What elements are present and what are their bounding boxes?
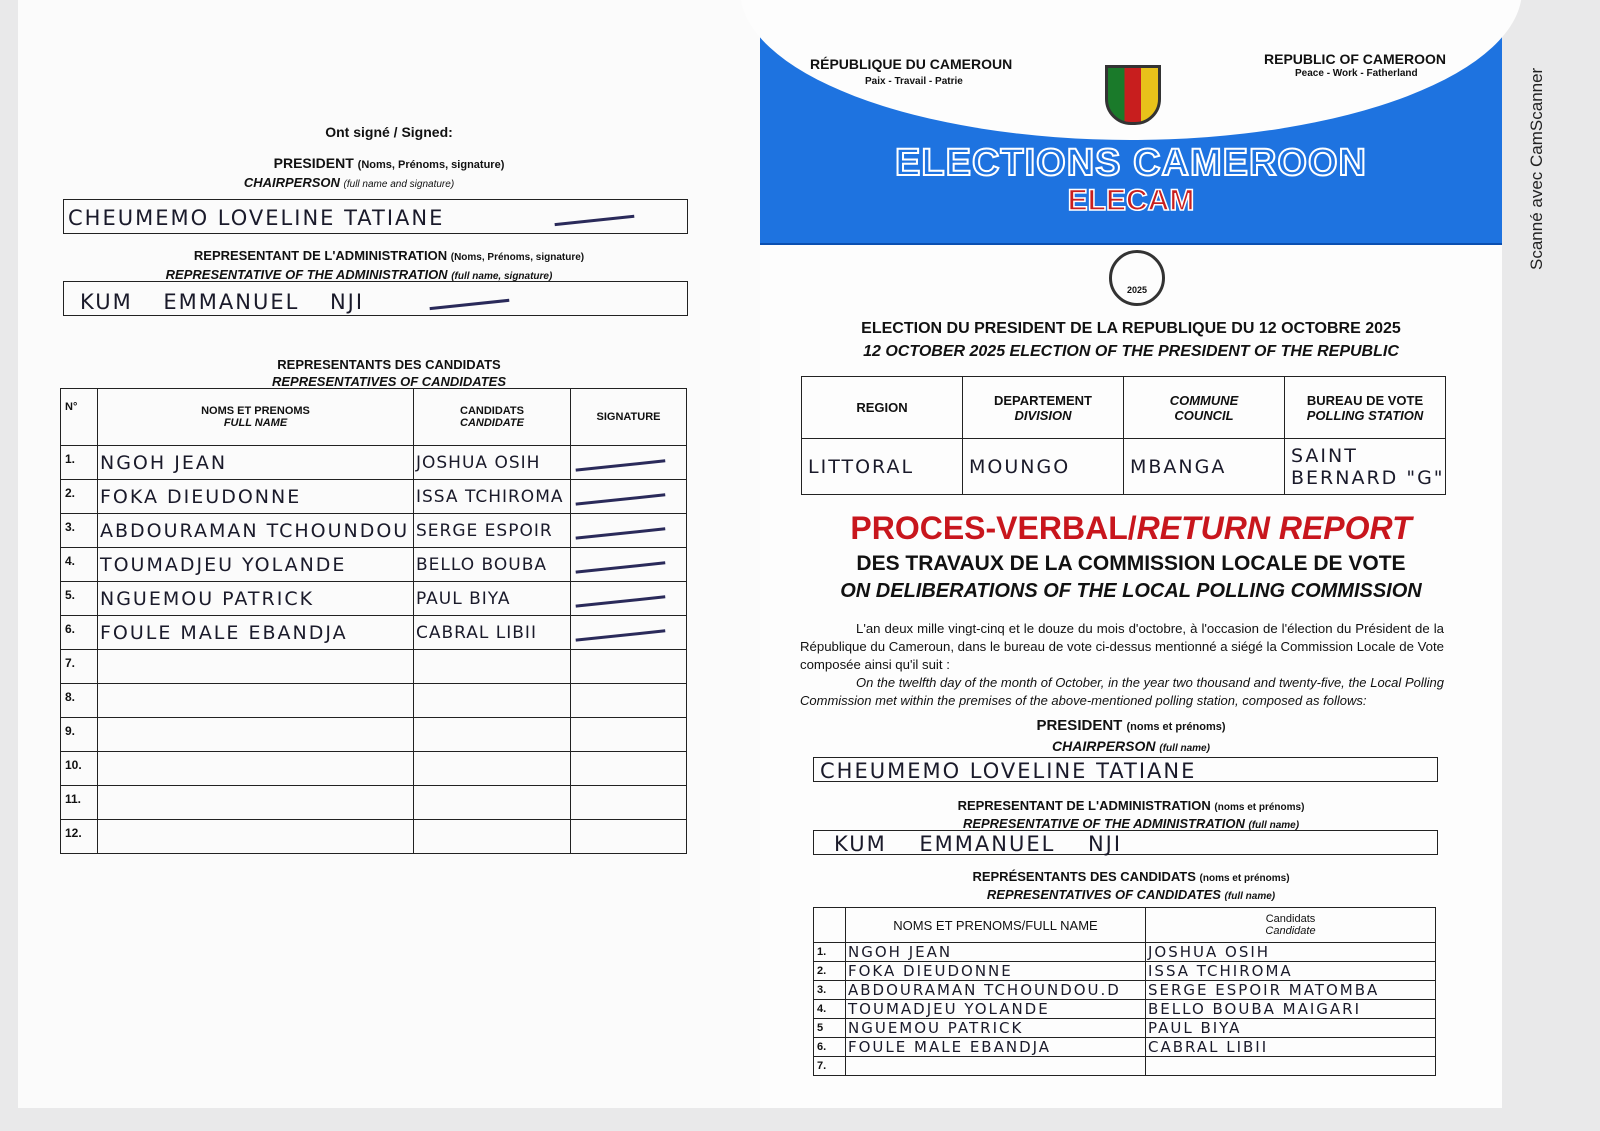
republic-en: REPUBLIC OF CAMEROON bbox=[1264, 51, 1446, 67]
rep-name: NGUEMOU PATRICK bbox=[846, 1019, 1146, 1038]
table-row bbox=[814, 981, 1436, 1000]
candidate-name: PAUL BIYA bbox=[414, 582, 571, 616]
admin-signature bbox=[429, 290, 510, 310]
candidate-name: JOSHUA OSIH bbox=[414, 446, 571, 480]
chairperson-note: (full name) bbox=[1159, 743, 1210, 754]
candidate-name: CABRAL LIBII bbox=[1146, 1038, 1436, 1057]
subtitle-en: ON DELIBERATIONS OF THE LOCAL POLLING COMMISSION bbox=[840, 580, 1422, 602]
chairperson-label: CHAIRPERSON bbox=[243, 175, 340, 190]
republic-fr: RÉPUBLIQUE DU CAMEROUN bbox=[810, 56, 1013, 72]
signature-cell bbox=[571, 514, 687, 548]
col-name-fr: NOMS ET PRENOMS bbox=[201, 405, 310, 417]
candidate-name bbox=[414, 684, 571, 718]
table-row bbox=[61, 480, 687, 514]
signature-mark bbox=[575, 518, 666, 539]
motto-en: Peace - Work - Fatherland bbox=[1295, 68, 1418, 79]
signature-mark bbox=[575, 450, 666, 471]
admin-value: KUM EMMANUEL NJI bbox=[834, 832, 1123, 856]
reps-note-en: (full name) bbox=[1224, 891, 1276, 902]
header-fr: DEPARTEMENT bbox=[994, 392, 1092, 408]
candidate-name bbox=[414, 820, 571, 854]
pv-title-en: RETURN REPORT bbox=[1136, 510, 1412, 546]
candidate-name bbox=[414, 752, 571, 786]
admin-field[interactable] bbox=[813, 830, 1438, 855]
candidate-name: BELLO BOUBA MAIGARI bbox=[1146, 1000, 1436, 1019]
rep-name: FOKA DIEUDONNE bbox=[98, 480, 414, 514]
candidate-name: SERGE ESPOIR bbox=[414, 514, 571, 548]
table-row bbox=[61, 820, 687, 854]
table-row bbox=[814, 1019, 1436, 1038]
admin-label-en: REPRESENTATIVE OF THE ADMINISTRATION bbox=[962, 816, 1245, 831]
header-fr: COMMUNE bbox=[1169, 392, 1239, 408]
row-number: 11. bbox=[61, 786, 98, 820]
row-number: 4. bbox=[61, 548, 98, 582]
row-number: 7. bbox=[61, 650, 98, 684]
rep-name bbox=[98, 820, 414, 854]
rep-name: FOKA DIEUDONNE bbox=[846, 962, 1146, 981]
signed-heading: Ont signé / Signed: bbox=[325, 124, 453, 140]
rep-name: FOULE MALE EBANDJA bbox=[846, 1038, 1146, 1057]
col-cand-en: CANDIDATE bbox=[460, 417, 524, 429]
signature-cell bbox=[571, 480, 687, 514]
table-row bbox=[61, 650, 687, 684]
col-name bbox=[98, 389, 414, 446]
row-number: 3. bbox=[61, 514, 98, 548]
rep-name: TOUMADJEU YOLANDE bbox=[846, 1000, 1146, 1019]
admin-label-en: REPRESENTATIVE OF THE ADMINISTRATION bbox=[165, 267, 448, 282]
col-candidate bbox=[1146, 908, 1436, 943]
location-value: MBANGA bbox=[1124, 439, 1285, 495]
rep-name bbox=[98, 718, 414, 752]
signature-cell bbox=[571, 684, 687, 718]
motto-fr: Paix - Travail - Patrie bbox=[865, 76, 963, 87]
header-en: POLLING STATION bbox=[1306, 407, 1424, 423]
col-cand-fr: CANDIDATS bbox=[460, 405, 524, 417]
header-en: DIVISION bbox=[1014, 407, 1072, 423]
camscanner-watermark: Scanné avec CamScanner bbox=[1527, 67, 1546, 270]
president-signature bbox=[554, 206, 635, 226]
pv-title-fr: PROCES-VERBAL/ bbox=[850, 510, 1137, 546]
col-no bbox=[814, 908, 846, 943]
admin-label: REPRESENTANT DE L'ADMINISTRATION bbox=[957, 798, 1211, 813]
admin-note-en: (full name, signature) bbox=[451, 271, 553, 282]
org-short: ELECAM bbox=[1067, 184, 1195, 217]
admin-note: (noms et prénoms) bbox=[1214, 802, 1305, 813]
rep-name: NGOH JEAN bbox=[846, 943, 1146, 962]
candidate-reps-table bbox=[60, 388, 687, 854]
signature-cell bbox=[571, 446, 687, 480]
candidate-name: SERGE ESPOIR MATOMBA bbox=[1146, 981, 1436, 1000]
rep-name bbox=[98, 752, 414, 786]
rep-name: NGOH JEAN bbox=[98, 446, 414, 480]
candidate-name: CABRAL LIBII bbox=[414, 616, 571, 650]
row-number: 5. bbox=[61, 582, 98, 616]
signature-mark bbox=[575, 552, 666, 573]
table-row bbox=[814, 1057, 1436, 1076]
location-header bbox=[963, 377, 1124, 439]
rep-name bbox=[98, 786, 414, 820]
president-value: CHEUMEMO LOVELINE TATIANE bbox=[68, 206, 445, 230]
president-label: PRESIDENT bbox=[1036, 717, 1123, 734]
col-candidate bbox=[414, 389, 571, 446]
row-number: 10. bbox=[61, 752, 98, 786]
location-header bbox=[802, 377, 963, 439]
president-note: (Noms, Prénoms, signature) bbox=[357, 159, 505, 171]
president-field[interactable] bbox=[813, 757, 1438, 782]
rep-name bbox=[846, 1057, 1146, 1076]
table-row bbox=[814, 1038, 1436, 1057]
table-row bbox=[61, 582, 687, 616]
header-fr: BUREAU DE VOTE bbox=[1306, 392, 1424, 408]
candidate-name bbox=[414, 718, 571, 752]
admin-field[interactable] bbox=[63, 281, 688, 316]
reps-note: (noms et prénoms) bbox=[1199, 873, 1290, 884]
elecam-seal-icon: 2025 bbox=[1109, 250, 1165, 306]
col-cand-fr: Candidats bbox=[1265, 913, 1316, 925]
candidate-name: ISSA TCHIROMA bbox=[414, 480, 571, 514]
president-field[interactable] bbox=[63, 199, 688, 234]
candidate-name: JOSHUA OSIH bbox=[1146, 943, 1436, 962]
table-row bbox=[61, 548, 687, 582]
row-number: 7. bbox=[814, 1057, 846, 1076]
location-value: MOUNGO bbox=[963, 439, 1124, 495]
row-number: 6. bbox=[814, 1038, 846, 1057]
signature-cell bbox=[571, 752, 687, 786]
signature-cell bbox=[571, 548, 687, 582]
row-number: 2. bbox=[61, 480, 98, 514]
row-number: 1. bbox=[814, 943, 846, 962]
table-row bbox=[61, 514, 687, 548]
table-row bbox=[814, 943, 1436, 962]
rep-name: ABDOURAMAN TCHOUNDOU.D bbox=[846, 981, 1146, 1000]
location-header bbox=[1285, 377, 1446, 439]
row-number: 8. bbox=[61, 684, 98, 718]
location-table bbox=[801, 376, 1446, 495]
header-en: COUNCIL bbox=[1174, 407, 1234, 423]
admin-value: KUM EMMANUEL NJI bbox=[80, 290, 365, 314]
candidate-name: ISSA TCHIROMA bbox=[1146, 962, 1436, 981]
president-note: (noms et prénoms) bbox=[1126, 721, 1226, 733]
right-page bbox=[760, 0, 1502, 1108]
admin-label: REPRESENTANT DE L'ADMINISTRATION bbox=[193, 248, 448, 263]
reps-heading: REPRÉSENTANTS DES CANDIDATS bbox=[972, 869, 1196, 884]
chairperson-note: (full name and signature) bbox=[343, 179, 455, 190]
row-number: 9. bbox=[61, 718, 98, 752]
reps-heading-en: REPRESENTATIVES OF CANDIDATES bbox=[986, 887, 1221, 902]
president-value: CHEUMEMO LOVELINE TATIANE bbox=[820, 759, 1197, 783]
table-row bbox=[61, 684, 687, 718]
paragraph-fr: L'an deux mille vingt-cinq et le douze du mois d'octobre, à l'occasion de l'élection du Président de la République du Cameroun, dans le bureau de vote ci-dessus mentionné a siégé la Commission Locale de Vote composée ainsi qu'il suit : bbox=[800, 621, 1444, 672]
signature-mark bbox=[575, 586, 666, 607]
row-number: 2. bbox=[814, 962, 846, 981]
location-value: SAINT BERNARD "G" bbox=[1285, 439, 1446, 495]
candidate-name bbox=[414, 786, 571, 820]
signature-cell bbox=[571, 582, 687, 616]
table-row bbox=[61, 786, 687, 820]
signature-cell bbox=[571, 786, 687, 820]
paragraph-en: On the twelfth day of the month of October, in the year two thousand and twenty-five, the Local Polling Commission met within the premises of the above-mentioned polling station, composed as follows: bbox=[800, 675, 1444, 708]
candidate-name: BELLO BOUBA bbox=[414, 548, 571, 582]
table-row bbox=[61, 446, 687, 480]
header-fr: REGION bbox=[856, 400, 908, 415]
rep-name: FOULE MALE EBANDJA bbox=[98, 616, 414, 650]
rep-name: TOUMADJEU YOLANDE bbox=[98, 548, 414, 582]
rep-name bbox=[98, 684, 414, 718]
reps-heading: REPRESENTANTS DES CANDIDATS bbox=[277, 357, 501, 372]
location-header bbox=[1124, 377, 1285, 439]
row-number: 3. bbox=[814, 981, 846, 1000]
admin-note-en: (full name) bbox=[1248, 820, 1300, 831]
table-row bbox=[61, 718, 687, 752]
candidate-name: PAUL BIYA bbox=[1146, 1019, 1436, 1038]
table-row bbox=[61, 752, 687, 786]
candidate-name bbox=[1146, 1057, 1436, 1076]
col-name-en: FULL NAME bbox=[223, 417, 288, 429]
table-row bbox=[61, 616, 687, 650]
col-name: NOMS ET PRENOMS/FULL NAME bbox=[846, 908, 1146, 943]
candidate-name bbox=[414, 650, 571, 684]
org-name: ELECTIONS CAMEROON bbox=[895, 142, 1367, 184]
chairperson-label: CHAIRPERSON bbox=[1052, 738, 1156, 754]
col-no: N° bbox=[61, 389, 98, 446]
election-title-fr: ELECTION DU PRESIDENT DE LA REPUBLIQUE DU 12 OCTOBRE 2025 bbox=[861, 320, 1401, 337]
left-page bbox=[18, 0, 760, 1108]
election-title-en: 12 OCTOBER 2025 ELECTION OF THE PRESIDENT OF THE REPUBLIC bbox=[863, 343, 1399, 360]
row-number: 4. bbox=[814, 1000, 846, 1019]
header-banner bbox=[760, 10, 1502, 245]
rep-name bbox=[98, 650, 414, 684]
row-number: 12. bbox=[61, 820, 98, 854]
table-row bbox=[814, 962, 1436, 981]
row-number: 6. bbox=[61, 616, 98, 650]
signature-cell bbox=[571, 718, 687, 752]
admin-note: (Noms, Prénoms, signature) bbox=[450, 252, 585, 263]
rep-name: ABDOURAMAN TCHOUNDOU bbox=[98, 514, 414, 548]
signature-cell bbox=[571, 650, 687, 684]
col-cand-en: Candidate bbox=[1265, 925, 1316, 937]
signature-cell bbox=[571, 616, 687, 650]
rep-name: NGUEMOU PATRICK bbox=[98, 582, 414, 616]
reps-heading-en: REPRESENTATIVES OF CANDIDATES bbox=[271, 374, 507, 389]
coat-of-arms-icon bbox=[1105, 65, 1161, 125]
col-signature: SIGNATURE bbox=[571, 389, 687, 446]
candidate-reps-table bbox=[813, 907, 1436, 1076]
row-number: 5 bbox=[814, 1019, 846, 1038]
subtitle-fr: DES TRAVAUX DE LA COMMISSION LOCALE DE VOTE bbox=[856, 552, 1406, 575]
signature-mark bbox=[575, 620, 666, 641]
location-value: LITTORAL bbox=[802, 439, 963, 495]
signature-cell bbox=[571, 820, 687, 854]
row-number: 1. bbox=[61, 446, 98, 480]
president-label: PRESIDENT bbox=[273, 155, 354, 171]
table-row bbox=[814, 1000, 1436, 1019]
signature-mark bbox=[575, 484, 666, 505]
